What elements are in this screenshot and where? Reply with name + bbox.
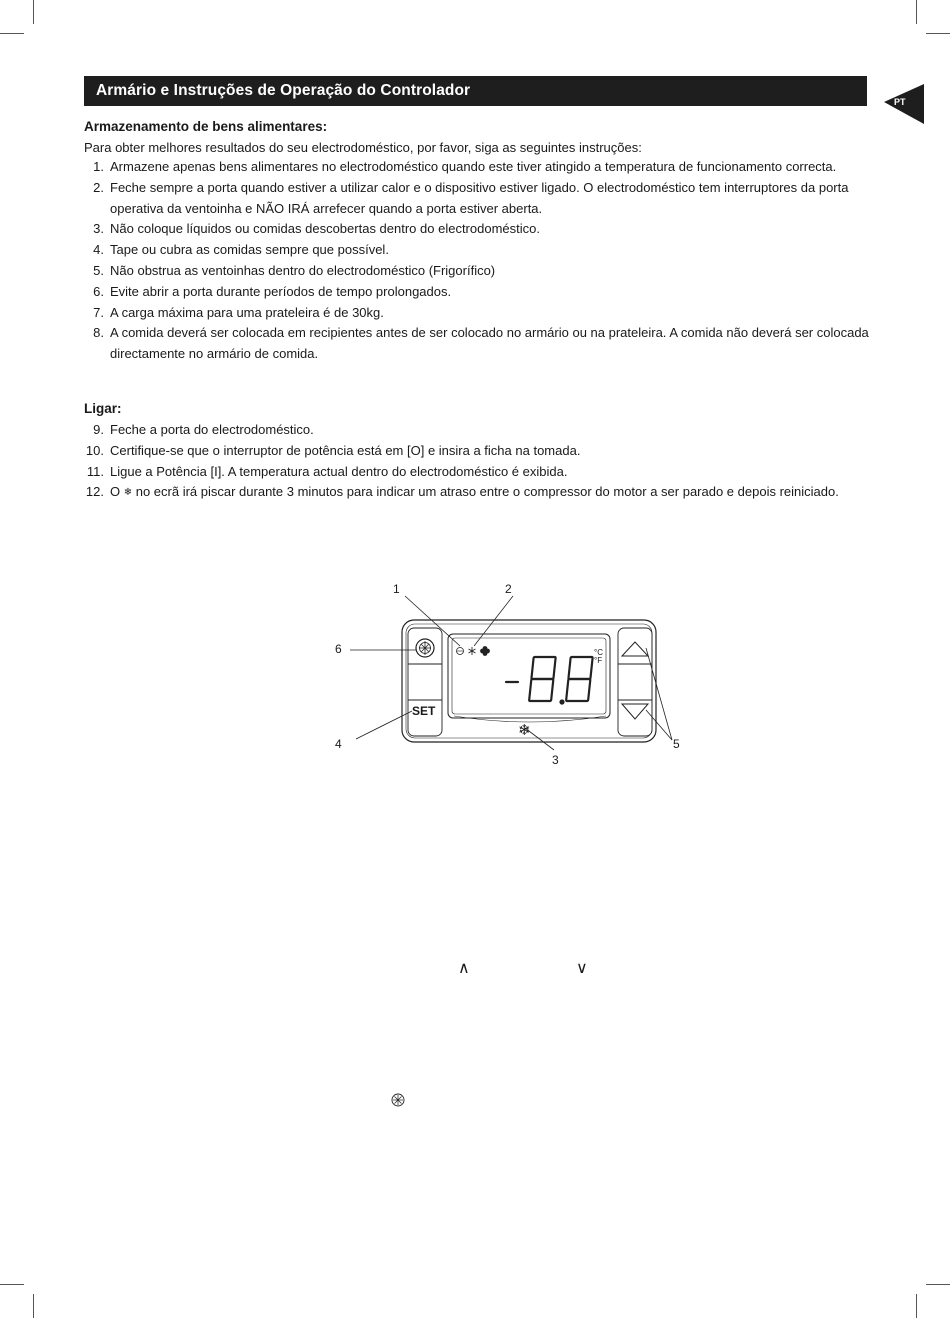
callout-line-5a [646,648,672,740]
power-on-heading: Ligar: [84,401,122,416]
step-number: 11. [86,463,104,479]
step-number: 9. [93,422,104,437]
callout-line-1 [405,596,460,646]
storage-intro: Para obter melhores resultados do seu electrodoméstico, por favor, siga as seguintes instruções: [84,140,642,155]
crop-mark [33,1294,34,1318]
callout-line-2 [474,596,513,646]
up-arrow-icon[interactable] [622,642,648,656]
callout-label-3: 3 [552,753,559,767]
list-item [84,282,874,303]
right-button-strip [618,628,652,736]
unit-celsius-label: °C [594,648,603,657]
step-number: 8. [93,325,104,341]
crop-mark [0,1284,24,1285]
step-text: Ligue a Potência [I]. A temperatura actual dentro do electrodoméstico é exibida. [110,463,568,479]
step-text: Feche sempre a porta quando estiver a utilizar calor e o dispositivo estiver ligado. O electrodoméstico tem interruptores da porta operativa da ventoinha e NÃO IRÁ arrefecer quando a porta estiver aberta. [110,179,849,216]
section-header-bar [84,76,867,106]
step-text: Não coloque líquidos ou comidas descobertas dentro do electrodoméstico. [110,221,540,237]
list-item [84,219,874,240]
step-text: Feche a porta do electrodoméstico. [110,422,314,437]
callout-label-2: 2 [505,582,512,596]
controller-diagram [330,578,690,768]
down-arrow-icon[interactable] [622,704,648,719]
snowflake-status-icon [469,647,476,655]
step-number: 10. [85,442,104,458]
display-frame [448,634,610,718]
list-item [84,303,874,324]
defrost-status-icon [457,648,464,655]
step-text: Evite abrir a porta durante períodos de tempo prolongados. [110,283,452,299]
step-number: 6. [93,283,104,299]
defrost-icon [391,1093,405,1107]
crop-mark [916,1294,917,1318]
step-text: Não obstrua as ventoinhas dentro do electrodoméstico (Frigorífico) [110,262,496,278]
temperature-readout [506,657,593,704]
snowflake-icon: ❄ [518,722,531,739]
list-item [84,157,874,178]
crop-mark [916,0,917,24]
callout-label-6: 6 [335,642,342,656]
step-number: 3. [93,221,104,237]
defrost-button-icon[interactable] [416,639,434,657]
list-item [84,462,874,483]
crop-mark [33,0,34,24]
page-title: Armário e Instruções de Operação do Controlador [96,82,471,99]
step-text: Tape ou cubra as comidas sempre que possível. [110,242,389,258]
callout-label-1: 1 [393,582,400,596]
list-item [84,482,874,505]
list-item [84,261,874,282]
down-arrow-glyph: ∨ [576,960,588,977]
step-number: 7. [93,304,104,320]
fan-status-icon [480,646,490,656]
crop-mark [0,33,24,34]
up-arrow-glyph: ∧ [458,960,470,977]
step-number: 12. [85,484,104,500]
language-tab-label: PT [894,97,906,107]
set-button[interactable]: SET [412,704,436,718]
crop-mark [926,33,950,34]
step-text: Armazene apenas bens alimentares no electrodoméstico quando este tiver atingido a temperatura de funcionamento correcta. [110,159,837,174]
step-text: Certifique-se que o interruptor de potência está em [O] e insira a ficha na tomada. [110,442,581,458]
crop-mark [926,1284,950,1285]
unit-fahrenheit-label: °F [594,656,603,665]
list-item [84,420,874,441]
language-tab [884,84,924,124]
callout-label-4: 4 [335,737,342,751]
list-item [84,178,874,220]
list-item [84,323,874,365]
step-text-after: no ecrã irá piscar durante 3 minutos para indicar um atraso entre o compressor do motor a ser parado e depois reiniciado. [132,484,839,500]
step-text: A comida deverá ser colocada em recipientes antes de ser colocado no armário ou na prateleira. A comida não deverá ser colocada directamente no armário de comida. [110,325,869,362]
storage-steps-list [84,157,874,365]
step-number: 5. [93,262,104,278]
step-number: 2. [93,179,104,195]
controller-panel-drawing [330,578,690,768]
list-item [84,441,874,462]
step-number: 1. [93,159,104,174]
power-on-steps-list [84,420,874,505]
storage-heading: Armazenamento de bens alimentares: [84,119,328,134]
step-text-before: O [110,484,124,500]
step-text: A carga máxima para uma prateleira é de 30kg. [110,304,384,320]
snowflake-icon: ❄ [123,487,133,499]
callout-label-5: 5 [673,737,680,751]
list-item [84,240,874,261]
step-number: 4. [93,242,104,258]
